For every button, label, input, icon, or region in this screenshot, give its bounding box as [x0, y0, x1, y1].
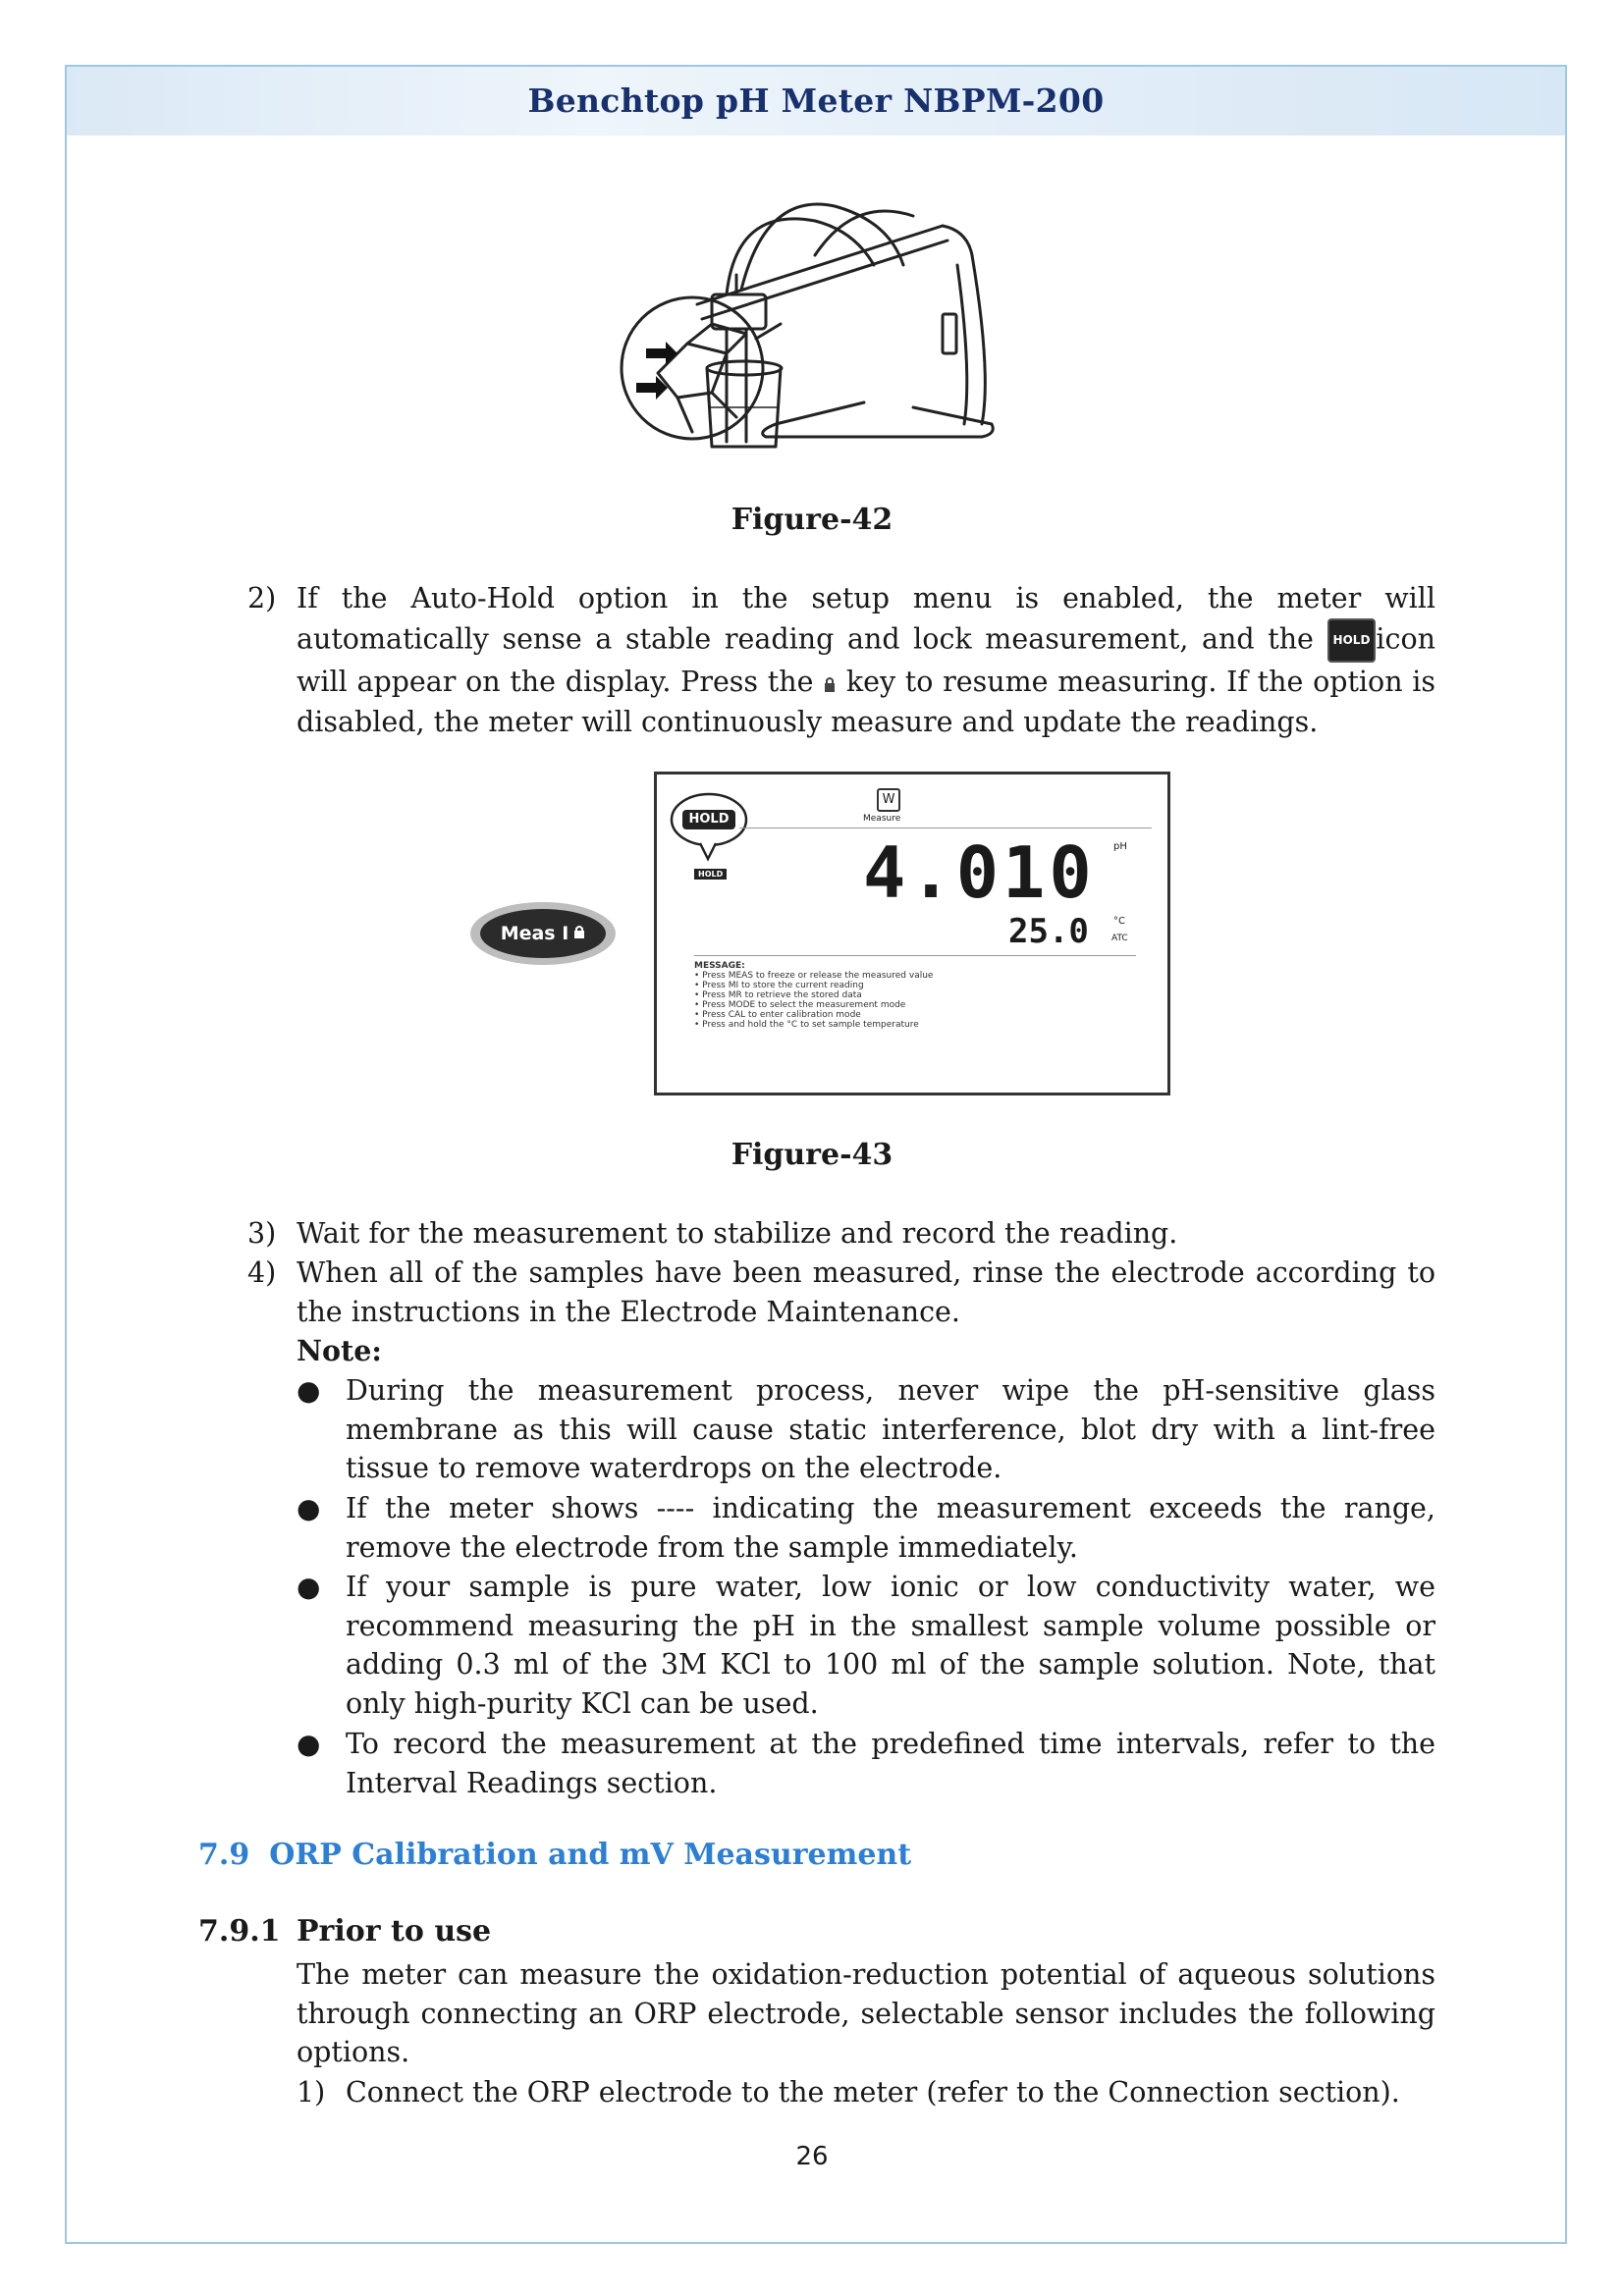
note-bullet: During the measurement process, never wipe the pH-sensitive glass membrane as this will cause static interference, blot dry with a lint-free tissue to remove waterdrops on the electrode. — [346, 1374, 1435, 1484]
measure-label: Measure — [863, 814, 901, 824]
subsection-step-1-text: Connect the ORP electrode to the meter (refer to the Connection section). — [346, 2076, 1400, 2109]
page-number: 26 — [795, 2142, 829, 2171]
measure-icon: W — [877, 788, 900, 812]
hold-indicator-icon: HOLD — [1327, 618, 1377, 664]
meas-button-label: Meas I — [500, 923, 569, 944]
bullet-icon: ● — [297, 1728, 321, 1760]
bullet-icon: ● — [297, 1571, 321, 1603]
note-label: Note: — [297, 1334, 382, 1367]
temperature-unit: °C — [1113, 916, 1125, 927]
ph-reading: 4.010 — [863, 831, 1096, 914]
message-title: MESSAGE: — [694, 961, 745, 971]
section-heading — [198, 1838, 911, 1872]
subsection-step-1-number: 1) — [297, 2076, 326, 2109]
bullet-icon: ● — [297, 1492, 321, 1524]
small-hold-indicator: HOLD — [694, 869, 727, 880]
step-2-text — [297, 579, 1435, 742]
temperature-reading: 25.0 — [1008, 912, 1089, 951]
step-2-part3: key to resume measuring. If the option is disabled, the meter will continuously measure and update the readings. — [297, 666, 1435, 739]
figure-43-caption: Figure-43 — [731, 1138, 893, 1172]
message-line: • Press and hold the °C to set sample temperature — [694, 1020, 919, 1030]
atc-label: ATC — [1111, 934, 1128, 943]
step-3-text: Wait for the measurement to stabilize and record the reading. — [297, 1217, 1178, 1250]
note-bullet: If your sample is pure water, low ionic or low conductivity water, we recommend measuring the pH in the smallest sample volume possible or adding 0.3 ml of the 3M KCl to 100 ml of the sample solution. Note, that only high-purity KCl can be used. — [346, 1571, 1435, 1720]
figure-42-caption: Figure-42 — [731, 503, 893, 537]
section-title: ORP Calibration and mV Measurement — [269, 1838, 912, 1872]
message-divider — [694, 955, 1136, 956]
message-line: • Press MEAS to freeze or release the measured value — [694, 971, 934, 981]
lcd-display — [654, 772, 1170, 1095]
ph-unit: pH — [1113, 841, 1127, 852]
subsection-number: 7.9.1 — [198, 1914, 281, 1949]
message-line: • Press MI to store the current reading — [694, 981, 864, 990]
note-bullet: If the meter shows ---- indicating the measurement exceeds the range, remove the electrode from the sample immediately. — [346, 1492, 1435, 1564]
note-bullet: To record the measurement at the predefined time intervals, refer to the Interval Readings section. — [346, 1728, 1435, 1799]
step-4-number: 4) — [247, 1256, 277, 1289]
bullet-icon: ● — [297, 1374, 321, 1407]
lock-icon — [823, 665, 837, 704]
step-3-number: 3) — [247, 1217, 277, 1250]
page-header — [67, 67, 1565, 135]
lock-icon — [573, 923, 585, 944]
meas-button[interactable] — [468, 900, 618, 967]
step-2-part1: If the Auto-Hold option in the setup menu is enabled, the meter will automatically sense a stable reading and lock measurement, and the — [297, 582, 1435, 655]
section-number: 7.9 — [198, 1838, 250, 1872]
figure-42-illustration — [619, 196, 1011, 461]
header-title: Benchtop pH Meter NBPM-200 — [527, 81, 1105, 120]
step-2-number: 2) — [247, 582, 277, 614]
message-panel — [694, 961, 933, 1030]
message-line: • Press MODE to select the measurement mode — [694, 1000, 906, 1010]
subsection-title: Prior to use — [297, 1914, 492, 1949]
message-line: • Press CAL to enter calibration mode — [694, 1010, 861, 1020]
hold-speech-bubble: HOLD — [669, 792, 749, 849]
message-line: • Press MR to retrieve the stored data — [694, 990, 862, 1000]
step-2-part2: icon will appear on the display. Press the — [297, 621, 1435, 698]
step-4-text: When all of the samples have been measured, rinse the electrode according to the instructions in the Electrode Maintenance. — [297, 1256, 1435, 1328]
subsection-text: The meter can measure the oxidation-reduction potential of aqueous solutions through connecting an ORP electrode, selectable sensor includes the following options. — [297, 1958, 1435, 2068]
